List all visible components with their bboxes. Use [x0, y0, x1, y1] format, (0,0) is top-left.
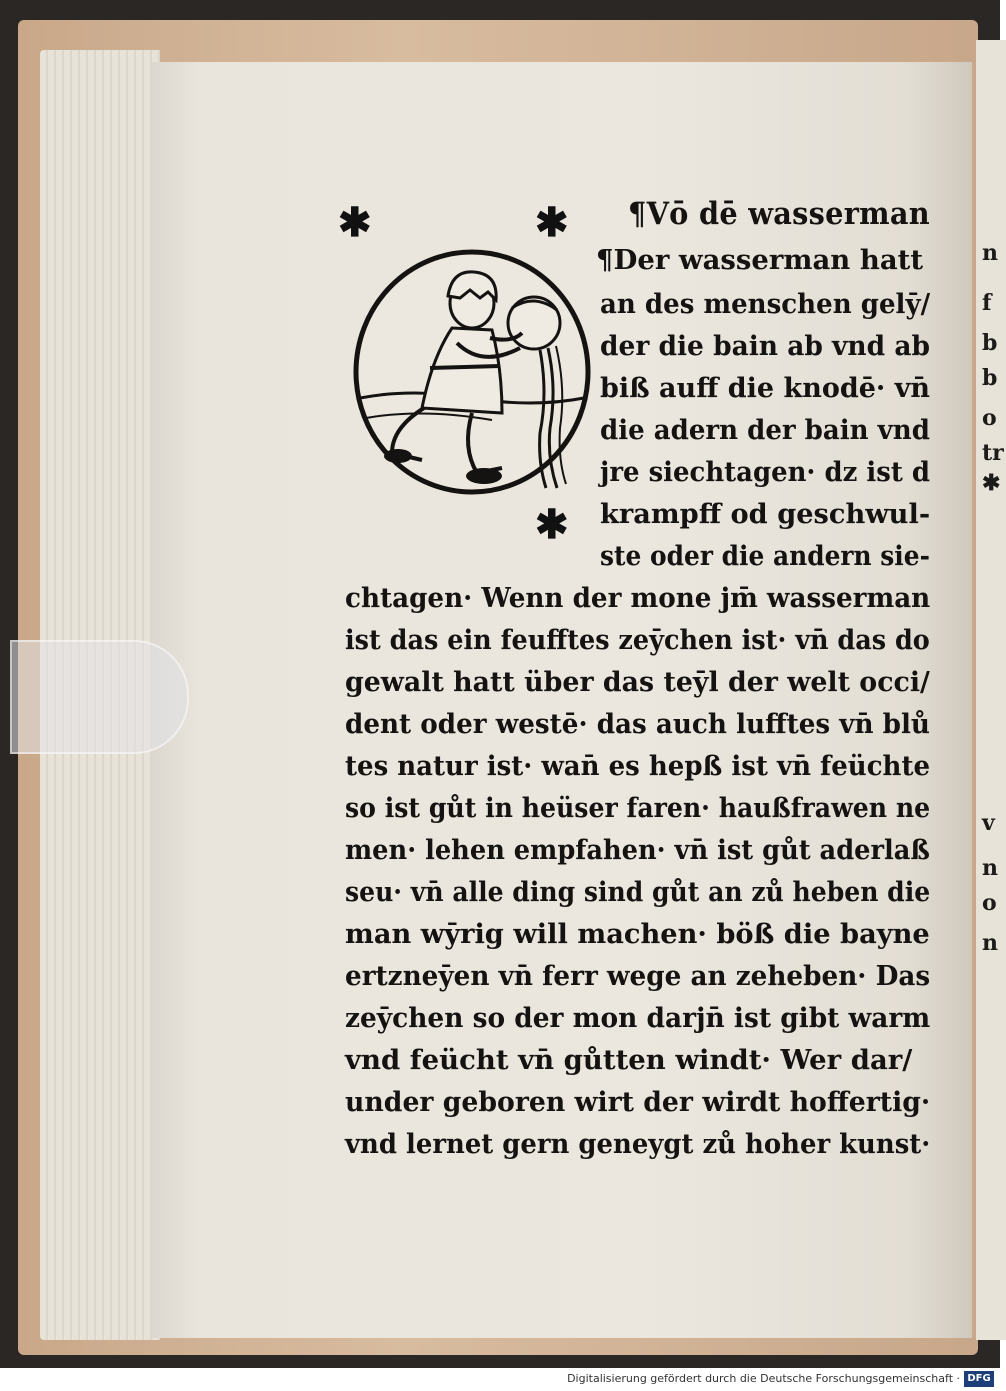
text-line: men· lehen empfahen· vn̄ ist gůt aderlaß: [345, 834, 930, 866]
text-line: ste oder die andern sie-: [600, 540, 930, 572]
funding-credit: Digitalisierung gefördert durch die Deutsche Forschungsgemeinschaft ·: [567, 1372, 960, 1385]
text-line: chtagen· Wenn der mone jm̄ wasserman: [345, 582, 931, 614]
facing-page-fragment: n: [982, 930, 998, 956]
star-icon: ✱: [535, 199, 569, 246]
aquarius-woodcut: [352, 248, 592, 496]
facing-page-fragment: n: [982, 855, 998, 881]
text-line: der die bain ab vnd ab: [600, 330, 931, 362]
text-line: dent oder westē· das auch lufftes vn̄ blů: [345, 708, 930, 740]
facing-page-fragment: o: [982, 405, 997, 431]
text-line: man wȳrig will machen· böß die bayne: [345, 918, 930, 950]
bookmark-clip: [10, 640, 189, 754]
facing-page-fragment: ✱: [982, 470, 1001, 496]
text-line: under geboren wirt der wirdt hoffertig·: [345, 1086, 931, 1118]
star-icon: ✱: [338, 199, 372, 246]
text-line: zeȳchen so der mon darjn̄ ist gibt warm: [345, 1002, 931, 1034]
text-line: vnd feücht vn̄ gůtten windt· Wer dar/: [345, 1044, 913, 1076]
dfg-logo: DFG: [964, 1371, 994, 1387]
text-line: gewalt hatt über das teȳl der welt occi/: [345, 666, 930, 698]
text-line: vnd lernet gern geneygt zů hoher kunst·: [345, 1128, 931, 1160]
text-line: biß auff die knodē· vn̄: [600, 372, 931, 404]
section-heading: ¶Vō dē wasserman: [628, 196, 930, 232]
text-line: ertzneȳen vn̄ ferr wege an zeheben· Das: [345, 960, 931, 992]
text-line: jre siechtagen· dz ist d: [600, 456, 930, 488]
facing-page-edge: [976, 40, 1006, 1340]
facing-page-fragment: b: [982, 330, 998, 356]
facing-page-fragment: o: [982, 890, 997, 916]
footer-credit-bar: [0, 1368, 1000, 1391]
text-line: die adern der bain vnd: [600, 414, 930, 446]
text-line: ¶Der wasserman hatt: [596, 244, 924, 276]
facing-page-fragment: tr: [982, 440, 1004, 466]
text-line: an des menschen gelȳ/: [600, 288, 931, 320]
text-line: krampff od geschwul-: [600, 498, 931, 530]
facing-page-fragment: n: [982, 240, 998, 266]
text-line: ist das ein feufftes zeȳchen ist· vn̄ das do: [345, 624, 930, 656]
facing-page-fragment: v: [982, 810, 995, 836]
star-icon: ✱: [535, 501, 569, 548]
text-line: tes natur ist· wan̄ es hepß ist vn̄ feüchte: [345, 750, 931, 782]
text-line: seu· vn̄ alle ding sind gůt an zů heben die: [345, 876, 931, 908]
facing-page-fragment: b: [982, 365, 998, 391]
facing-page-fragment: f: [982, 290, 992, 316]
text-line: so ist gůt in heüser faren· haußfrawen ne: [345, 792, 931, 824]
